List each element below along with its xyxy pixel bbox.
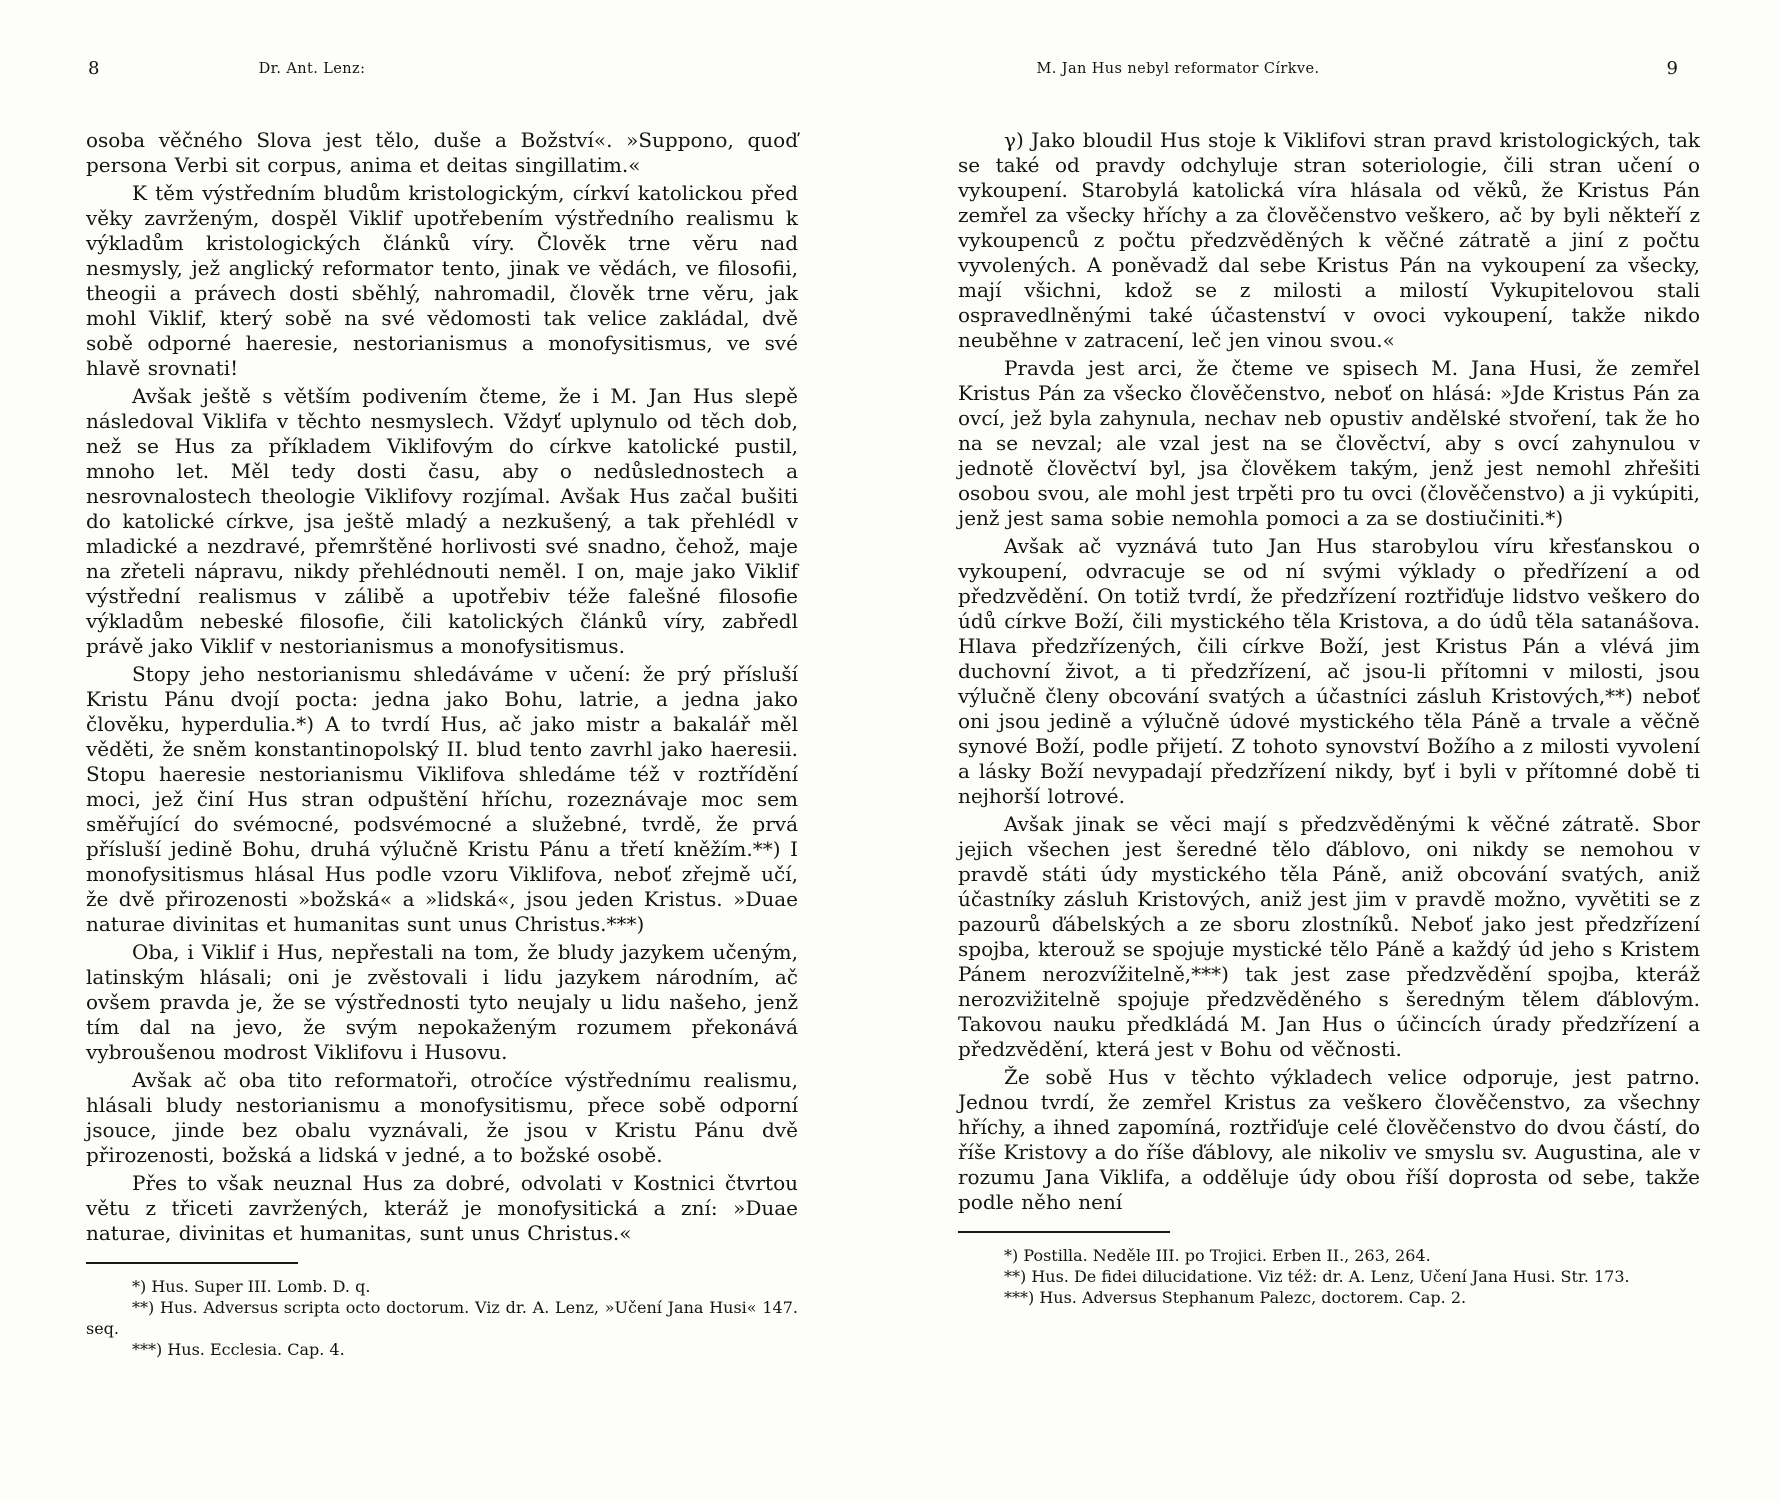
paragraph: Že sobě Hus v těchto výkladech velice odporuje, jest patrno. Jednou tvrdí, že zemřel Kristus za veškero člověčenstvo, za všechny hříchy, a ihned zapomíná, roztřiďuje celé člověčenstvo do dvou částí, do říše Kristovy a do říše ďáblovy, ale nikoliv ve smyslu sv. Augustina, ale v rozumu Jana Viklifa, a odděluje údy obou říší doprosta od sebe, takže podle něho není [958, 1065, 1700, 1214]
running-header-left: Dr. Ant. Lenz: [258, 61, 366, 77]
footnote: *) Hus. Super III. Lomb. D. q. [132, 1277, 371, 1296]
page-left-header [86, 56, 798, 84]
paragraph: Avšak ač oba tito reformatoři, otročíce výstřednímu realismu, hlásali bludy nestorianismu a monofysitismu, přece sobě odporní jsouce, jinde bez obalu vyznávali, že jsou v Kristu Pánu dvě přirozenosti, božská a lidská v jedné, a to božské osobě. [86, 1068, 798, 1167]
footnote: ***) Hus. Adversus Stephanum Palezc, doctorem. Cap. 2. [1004, 1288, 1467, 1307]
paragraph: Avšak jinak se věci mají s předzvěděnými k věčné zátratě. Sbor jejich všechen jest šeredné tělo ďáblovo, oni nikdy se nemohou v pravdě státi údy mystického těla Páně, aniž obcování svatých, aniž účastníky zásluh Kristových, aniž jest jim v pravdě možno, vyvětiti se z pazourů ďábelských a ze sboru zlostníků. Neboť jako jest předzřízení spojba, kterouž se spojuje mystické tělo Páně a každý úd jeho s Kristem Pánem nerozvížitelně,***) tak jest zase předzvědění spojba, kteráž nerozvižitelně spojuje předzvěděného s šeredným tělem ďáblovým. Takovou nauku předkládá M. Jan Hus o účincích úrady předzřízení a předzvědění, která jest v Bohu od věčnosti. [958, 812, 1700, 1061]
page-right-footnotes [958, 1245, 1700, 1308]
page-right-body [958, 128, 1700, 1215]
paragraph: K těm výstředním bludům kristologickým, církví katolickou před věky zavrženým, dospěl Viklif upotřebením výstředního realismu k výkladům kristologických článků víry. Člověk trne věru nad nesmysly, jež anglický reformator tento, jinak ve vědách, ve filosofii, theogii a právech dosti sběhlý, nahromadil, člověk trne věru, jak mohl Viklif, který sobě na své vědomosti tak velice zakládal, dvě sobě odporné haeresie, nestorianismus a monofysitismus, ve své hlavě srovnati! [86, 181, 798, 380]
page-left [86, 56, 798, 1360]
running-header-right: M. Jan Hus nebyl reformator Církve. [1036, 61, 1320, 77]
page-left-footnotes [86, 1276, 798, 1360]
footnote: ***) Hus. Ecclesia. Cap. 4. [132, 1340, 345, 1359]
footnote: **) Hus. De fidei dilucidatione. Viz též: dr. A. Lenz, Učení Jana Husi. Str. 173. [1004, 1267, 1630, 1286]
page-left-body [86, 128, 798, 1246]
footnote: *) Postilla. Neděle III. po Trojici. Erben II., 263, 264. [1004, 1246, 1431, 1265]
footnote-rule [86, 1262, 298, 1264]
paragraph: Avšak ač vyznává tuto Jan Hus starobylou víru křesťanskou o vykoupení, odvracuje se od ní svými výklady o předřízení a od předzvědění. On totiž tvrdí, že předzřízení roztřiďuje lidstvo veškero do údů církve Boží, čili mystického těla Kristova, a do údů těla satanášova. Hlava předzřízených, čili církve Boží, jest Kristus Pán a vlévá jim duchovní život, a ti předzřízení, ač jsou-li přítomni v milosti, jsou výlučně členy obcování svatých a účastníci zásluh Kristových,**) neboť oni jsou jedině a výlučně údové mystického těla Páně a trvale a věčně synové Boží, podle přijetí. Z tohoto synovství Božího a z milosti vyvolení a lásky Boží nevypadají předzřízení nikdy, byť i byli v přítomné době ti nejhorší lotrové. [958, 534, 1700, 808]
paragraph: γ) Jako bloudil Hus stoje k Viklifovi stran pravd kristologických, tak se také od pravdy odchyluje stran soteriologie, čili stran učení o vykoupení. Starobylá katolická víra hlásala od věků, že Kristus Pán zemřel za všecky hříchy a za člověčenstvo veškero, ač by byli někteří z vykoupenců z počtu předzvěděných k věčné zátratě a jiní z počtu vyvolených. A poněvadž dal sebe Kristus Pán na vykoupení za všecky, mají všichni, kdož se z milosti a milostí Vykupitelovou stali ospravedlněnými také účastenství v ovoci vykoupení, takže nikdo neuběhne v zatracení, leč jen vinou svou.« [958, 128, 1700, 352]
page-right [958, 56, 1700, 1308]
paragraph: osoba věčného Slova jest tělo, duše a Božství«. »Suppono, quoď persona Verbi sit corpus, anima et deitas singillatim.« [86, 128, 798, 177]
page-number-right: 9 [1666, 58, 1678, 79]
paragraph: Přes to však neuznal Hus za dobré, odvolati v Kostnici čtvrtou větu z třiceti zavržených, kteráž je monofysitická a zní: »Duae naturae, divinitas et humanitas, sunt unus Christus.« [86, 1171, 798, 1245]
page-number-left: 8 [88, 58, 100, 79]
paragraph: Stopy jeho nestorianismu shledáváme v učení: že prý přísluší Kristu Pánu dvojí pocta: jedna jako Bohu, latrie, a jedna jako člověku, hyperdulia.*) A to tvrdí Hus, ač jako mistr a bakalář měl věděti, že sněm konstantinopolský II. blud tento zavrhl jako haeresii. Stopu haeresie nestorianismu Viklifova shledáme též v roztřídění moci, jež činí Hus stran odpuštění hříchu, rozeznávaje moc sem směřující do svémocné, podsvémocné a služebné, tvrdě, že prvá přísluší jedině Bohu, druhá výlučně Kristu Pánu a třetí kněžím.**) I monofysitismus hlásal Hus podle vzoru Viklifova, neboť zřejmě učí, že dvě přirozenosti »božská« a »lidská«, jsou jeden Kristus. »Duae naturae divinitas et humanitas sunt unus Christus.***) [86, 662, 798, 936]
page-right-header [958, 56, 1700, 84]
paragraph: Pravda jest arci, že čteme ve spisech M. Jana Husi, že zemřel Kristus Pán za všecko člověčenstvo, neboť on hlásá: »Jde Kristus Pán za ovcí, jež byla zahynula, nechav neb opustiv andělské stvoření, tak že ho na se nevzal; ale vzal jest na se člověctví, aby s ovcí zahynulou v jednotě člověctví byl, jsa člověkem takým, jenž jest nemohl zhřešiti osobou svou, ale mohl jest trpěti pro tu ovci (člověčenstvo) a ji vykúpiti, jenž jest sama sobie nemohla pomoci a za se dostiučiniti.*) [958, 356, 1700, 530]
footnote-rule [958, 1231, 1170, 1233]
paragraph: Avšak ještě s větším podivením čteme, že i M. Jan Hus slepě následoval Viklifa v těchto nesmyslech. Vždyť uplynulo od těch dob, než se Hus za příkladem Viklifovým do církve katolické pustil, mnoho let. Měl tedy dosti času, aby o nedůslednostech a nesrovnalostech theologie Viklifovy rozjímal. Avšak Hus začal bušiti do katolické církve, jsa ještě mladý a nezkušený, a tak přehlédl v mladické a nezdravé, přemrštěné horlivosti své snadno, čehož, maje na zřeteli nápravu, nikdy přehlédnouti neměl. I on, maje jako Viklif výstřední realismus v zálibě a upotřebiv téže falešné filosofie výkladům nebeské filosofie, čili katolických článků víry, zabředl právě jako Viklif v nestorianismus a monofysitismus. [86, 384, 798, 658]
footnote: **) Hus. Adversus scripta octo doctorum. Viz dr. A. Lenz, »Učení Jana Husi« 147. seq. [86, 1298, 798, 1338]
paragraph: Oba, i Viklif i Hus, nepřestali na tom, že bludy jazykem učeným, latinským hlásali; oni je zvěstovali i lidu jazykem národním, ač ovšem pravda je, že se výstřednosti tyto neujaly u lidu našeho, jenž tím dal na jevo, že svým nepokaženým rozumem překonává vybroušenou modrost Viklifovu i Husovu. [86, 940, 798, 1064]
